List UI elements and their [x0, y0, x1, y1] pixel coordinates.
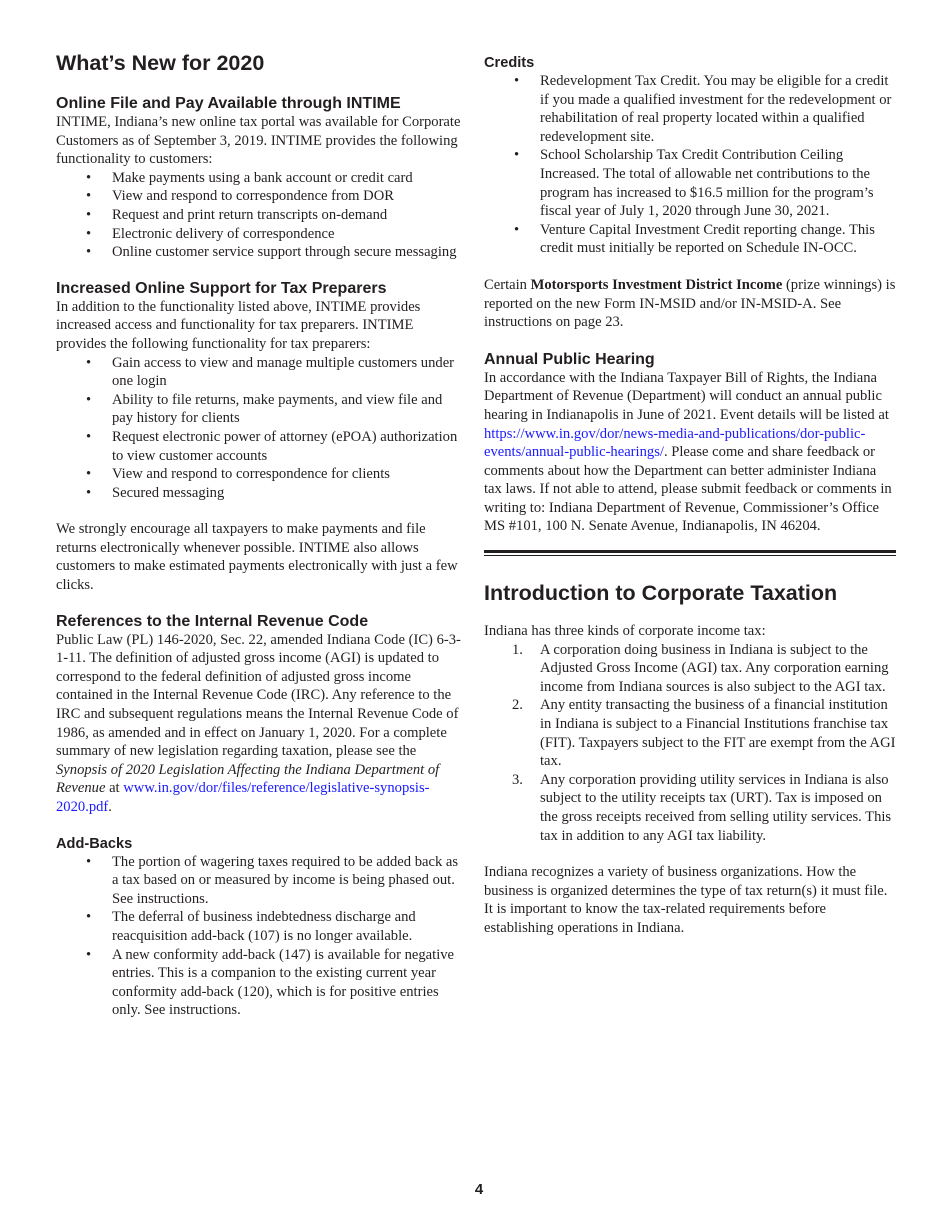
list-item: • View and respond to correspondence from DOR — [86, 188, 394, 205]
list-item: • Request and print return transcripts on-demand — [86, 206, 388, 223]
hearing-paragraph: In accordance with the Indiana Taxpayer Bill of Rights, the Indiana Department of Revenue (Department) will conduct an annual public hearing in Indianapolis in June of 2021. Event details will be listed at https://www.in.gov/dor/news-media-and-publications/dor-public-events/annual-public-hearings/. Please come and share feedback or comments about how the Department can better administer Indiana tax laws. If not able to attend, please submit feedback or comments in writing to: Indiana Department of Revenue, Commissioner’s Office MS #101, 100 N. Senate Avenue, Indianapolis, IN 46204. — [484, 369, 892, 535]
irc-heading: References to the Internal Revenue Code — [56, 612, 369, 630]
left-column — [56, 50, 466, 1020]
page-title: What’s New for 2020 — [56, 51, 265, 75]
preparers-intro: In addition to the functionality listed above, INTIME provides increased access and functionality for tax preparers. INTIME provides the following functionality for tax preparers: — [56, 298, 421, 352]
motorsports-term: Motorsports Investment District Income — [530, 276, 783, 293]
synopsis-title: Synopsis of 2020 Legislation Affecting the Indiana Department of Revenue — [56, 761, 440, 797]
list-item: 1. A corporation doing business in Indiana is subject to the Adjusted Gross Income (AGI) tax. Any corporation earning income from Indiana sources is also subject to the AGI tax. — [512, 641, 889, 695]
addbacks-heading: Add-Backs — [56, 835, 133, 852]
tax-kinds-list — [484, 641, 896, 846]
irc-paragraph: Public Law (PL) 146-2020, Sec. 22, amended Indiana Code (IC) 6-3-1-11. The definition of adjusted gross income (AGI) is updated to correspond to the federal definition of adjusted gross income contained in the Internal Revenue Code (IRC). Any reference to the IRC and subsequent regulations means the Internal Revenue Code of 1986, as amended and in effect on January 1, 2020. For a complete summary of new legislation regarding taxation, please see the Synopsis of 2020 Legislation Affecting the Indiana Department of Revenue at www.in.gov/dor/files/reference/legislative-synopsis-2020.pdf. — [56, 631, 461, 815]
list-item: • The deferral of business indebtedness discharge and reacquisition add-back (107) is no longer available. — [86, 909, 416, 944]
list-item: • Venture Capital Investment Credit reporting change. This credit must initially be reported on Schedule IN-OCC. — [514, 221, 875, 257]
list-item: • The portion of wagering taxes required to be added back as a tax based on or measured by income is being phased out. See instructions. — [86, 853, 459, 907]
preparers-heading: Increased Online Support for Tax Preparers — [56, 279, 387, 297]
intime-list — [56, 169, 466, 262]
credits-heading: Credits — [484, 55, 535, 71]
list-item: • School Scholarship Tax Credit Contribution Ceiling Increased. The total of allowable net contributions to the program has increased to $16.5 million for the program’s fiscal year of July 1, 2020 through June 30, 2021. — [514, 147, 874, 220]
list-item: • Gain access to view and manage multiple customers under one login — [86, 354, 455, 390]
list-item: • Redevelopment Tax Credit. You may be eligible for a credit if you made a qualified investment for the redevelopment or rehabilitation of real property located within a qualified redevelopment site. — [514, 73, 892, 145]
page-number: 4 — [474, 1181, 484, 1198]
intime-heading: Online File and Pay Available through INTIME — [56, 95, 401, 112]
preparers-list — [56, 354, 466, 503]
list-item: • Request electronic power of attorney (ePOA) authorization to view customer accounts — [86, 428, 458, 464]
hearing-heading: Annual Public Hearing — [484, 350, 655, 368]
list-item: • Make payments using a bank account or credit card — [86, 169, 413, 186]
list-item: • View and respond to correspondence for clients — [86, 466, 390, 483]
list-item: • Ability to file returns, make payments, and view file and pay history for clients — [86, 391, 443, 427]
intro-title: Introduction to Corporate Taxation — [484, 581, 838, 606]
list-item: 2. Any entity transacting the business of a financial institution in Indiana is subject to a Financial Institutions franchise tax (FIT). Taxpayers subject to the FIT are exempt from the AGI tax. — [512, 697, 896, 770]
intro-lead: Indiana has three kinds of corporate income tax: — [484, 623, 766, 640]
list-item: • A new conformity add-back (147) is available for negative entries. This is a companion to the existing current year conformity add-back (120), which is for positive entries only. See instructions. — [86, 946, 455, 1019]
closing-paragraph: Indiana recognizes a variety of business organizations. How the business is organized determines the type of tax return(s) it must file. It is important to know the tax-related requirements before establishing operations in Indiana. — [484, 864, 888, 936]
addbacks-list — [56, 853, 466, 1020]
motorsports-paragraph: Certain Motorsports Investment District Income (prize winnings) is reported on the new Form IN-MSID and/or IN-MSID-A. See instructions on page 23. — [484, 276, 896, 331]
list-item: 3. Any corporation providing utility services in Indiana is also subject to the utility receipts tax (URT). Tax is imposed on the gross receipts received from selling utility services. This tax in addition to any AGI tax liability. — [512, 771, 892, 844]
hearing-link[interactable]: https://www.in.gov/dor/news-media-and-publications/dor-public-events/annual-public-hearings/ — [484, 425, 866, 461]
encourage-paragraph: We strongly encourage all taxpayers to make payments and file returns electronically whenever possible. INTIME also allows customers to make estimated payments electronically with just a few clicks. — [56, 521, 458, 594]
list-item: • Online customer service support through secure messaging — [86, 244, 457, 261]
intime-intro: INTIME, Indiana’s new online tax portal was available for Corporate Customers as of September 3, 2019. INTIME provides the following functionality to customers: — [56, 114, 461, 168]
synopsis-link[interactable]: www.in.gov/dor/files/reference/legislative-synopsis-2020.pdf — [56, 780, 430, 815]
list-item: • Secured messaging — [86, 484, 225, 501]
credits-list — [484, 72, 896, 258]
right-column — [484, 54, 896, 938]
list-item: • Electronic delivery of correspondence — [86, 225, 335, 242]
